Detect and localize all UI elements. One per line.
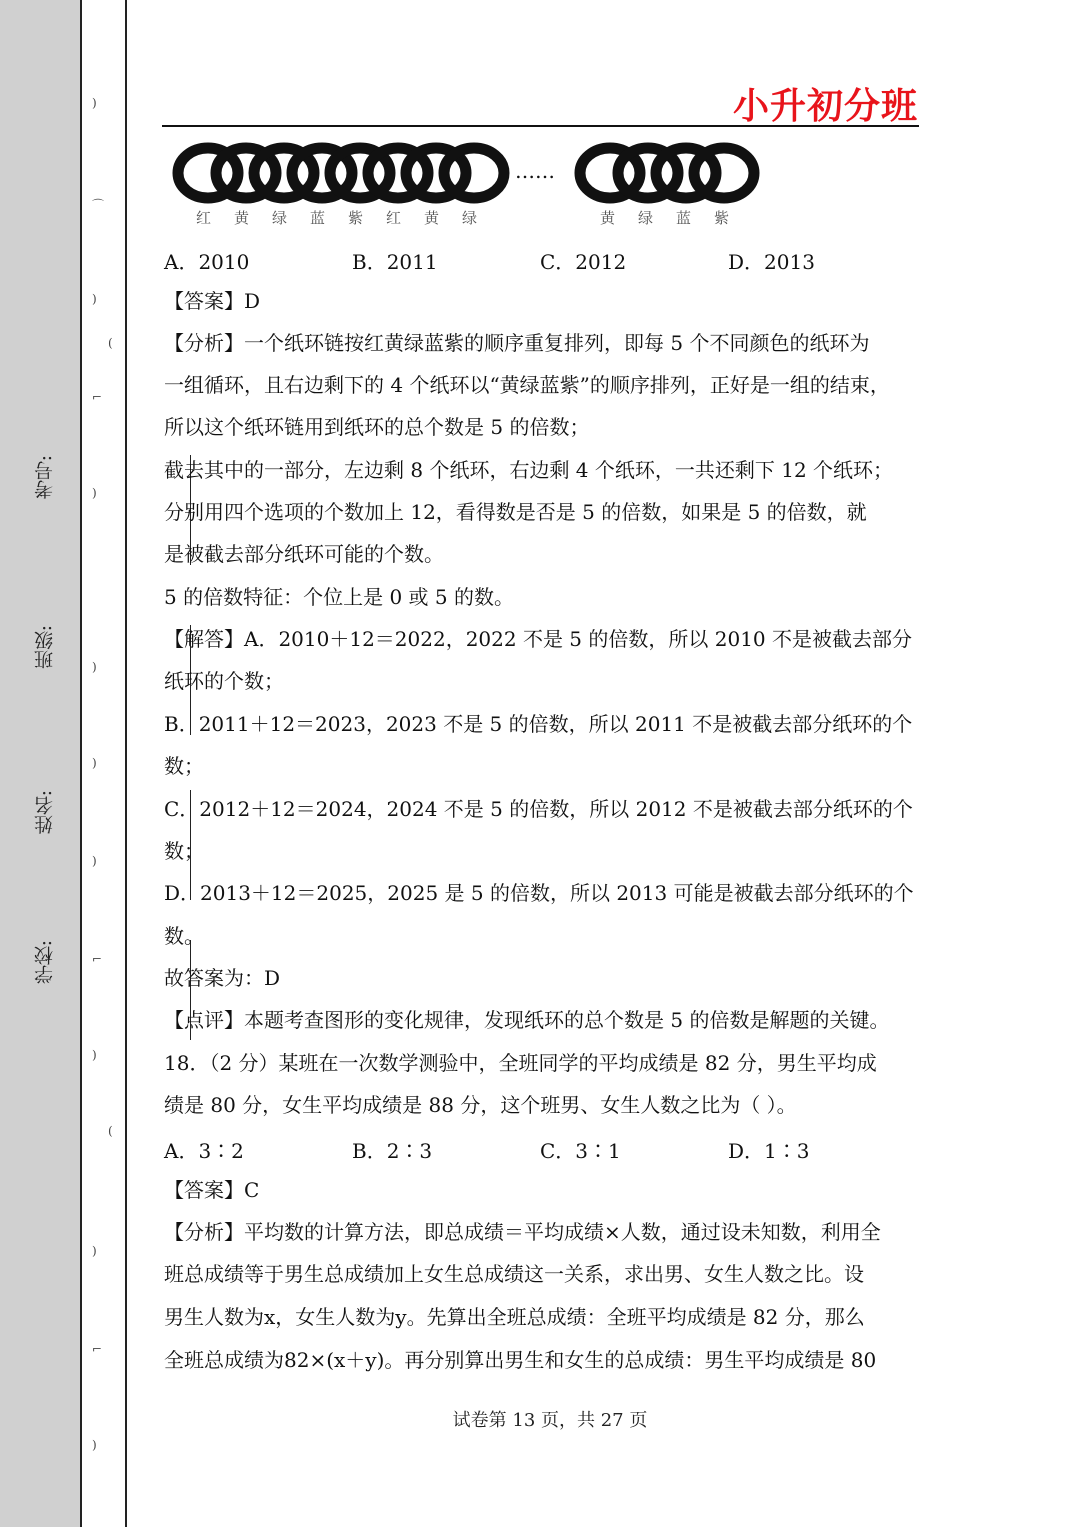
option-b: B．2011	[352, 250, 438, 274]
text-line: 纸环的个数；	[164, 669, 284, 693]
exam-number-label: 考号:	[33, 455, 56, 500]
header-title: 小升初分班	[732, 86, 918, 127]
ring-ellipsis: ……	[515, 159, 555, 183]
paper-ring-chain-figure	[170, 140, 780, 240]
question-18-cont: 绩是 80 分，女生平均成绩是 88 分，这个班男、女生人数之比为（ ）。	[164, 1093, 797, 1117]
text-line: 【解答】A．2010＋12＝2022，2022 不是 5 的倍数，所以 2010 不是被截去部分	[164, 627, 912, 651]
class-label: 班级:	[33, 625, 56, 670]
text-line: 一组循环，且右边剩下的 4 个纸环以“黄绿蓝紫”的顺序排列，正好是一组的结束，	[164, 373, 890, 397]
ring-label: 蓝	[676, 209, 692, 227]
option-d: D．1∶3	[728, 1139, 810, 1163]
class-field	[26, 625, 62, 669]
school-label: 学校:	[33, 940, 56, 985]
binding-mark: ⌐	[92, 1342, 103, 1356]
school-field	[26, 940, 62, 984]
ring-label: 紫	[348, 209, 364, 227]
exam-number-field	[26, 455, 62, 499]
binding-strip	[0, 0, 80, 1527]
ring-label: 黄	[600, 209, 616, 227]
option-a: A．2010	[164, 250, 250, 274]
text-line: 全班总成绩为82×(x＋y)。再分别算出男生和女生的总成绩：男生平均成绩是 80	[164, 1348, 877, 1372]
text-line: 数；	[164, 754, 204, 778]
ring	[444, 148, 504, 198]
binding-mark: )	[92, 854, 97, 868]
text-line: 5 的倍数特征：个位上是 0 或 5 的数。	[164, 585, 514, 609]
question-18: 18．（2 分）某班在一次数学测验中，全班同学的平均成绩是 82 分，男生平均成	[164, 1051, 877, 1075]
text-line: 故答案为：D	[164, 966, 281, 990]
binding-mark: )	[92, 486, 97, 500]
binding-mark: (	[108, 336, 113, 350]
text-line: 【分析】一个纸环链按红黄绿蓝紫的顺序重复排列，即每 5 个不同颜色的纸环为	[164, 331, 870, 355]
text-line: D．2013＋12＝2025，2025 是 5 的倍数，所以 2013 可能是被截去部分纸环的个	[164, 881, 914, 905]
option-a: A．3∶2	[164, 1139, 244, 1163]
ring-label: 红	[386, 209, 402, 227]
answer-line: 【答案】C	[164, 1178, 260, 1202]
ring	[694, 148, 754, 198]
binding-mark: ⌐	[92, 390, 103, 404]
text-line: 班总成绩等于男生总成绩加上女生总成绩这一关系，求出男、女生人数之比。设	[164, 1262, 864, 1286]
name-field	[26, 790, 62, 834]
ring-label: 黄	[424, 209, 440, 227]
text-line: 男生人数为x，女生人数为y。先算出全班总成绩：全班平均成绩是 82 分，那么	[164, 1305, 865, 1329]
binding-mark: )	[92, 1048, 97, 1062]
binding-mark: ⌐	[92, 952, 103, 966]
name-label: 姓名:	[33, 790, 56, 835]
text-line: 【点评】本题考查图形的变化规律，发现纸环的总个数是 5 的倍数是解题的关键。	[164, 1008, 890, 1032]
ring-label: 紫	[714, 209, 730, 227]
text-line: 分别用四个选项的个数加上 12，看得数是否是 5 的倍数，如果是 5 的倍数，就	[164, 500, 867, 524]
text-line: 截去其中的一部分，左边剩 8 个纸环，右边剩 4 个纸环，一共还剩下 12 个纸环；	[164, 458, 894, 482]
ring-label: 红	[196, 209, 212, 227]
ring-label: 绿	[462, 209, 478, 227]
answer-line: 【答案】D	[164, 289, 261, 313]
binding-mark: )	[92, 756, 97, 770]
option-d: D．2013	[728, 250, 815, 274]
text-line: 数。	[164, 924, 204, 948]
header-rule	[162, 125, 919, 127]
text-line: B．2011＋12＝2023，2023 不是 5 的倍数，所以 2011 不是被截去部分纸环的个	[164, 712, 913, 736]
page-footer: 试卷第 13 页，共 27 页	[452, 1410, 648, 1431]
ring-label: 蓝	[310, 209, 326, 227]
binding-mark: ⌒	[92, 198, 105, 212]
binding-mark: )	[92, 1438, 97, 1452]
option-c: C．2012	[540, 250, 627, 274]
option-c: C．3∶1	[540, 1139, 621, 1163]
binding-mark: )	[92, 1244, 97, 1258]
binding-mark: )	[92, 660, 97, 674]
binding-margin	[80, 0, 127, 1527]
text-line: 数；	[164, 839, 204, 863]
ring-label: 绿	[638, 209, 654, 227]
text-line: 是被截去部分纸环可能的个数。	[164, 542, 444, 566]
text-line: 所以这个纸环链用到纸环的总个数是 5 的倍数；	[164, 415, 590, 439]
text-line: C．2012＋12＝2024，2024 不是 5 的倍数，所以 2012 不是被截去部分纸环的个	[164, 797, 913, 821]
binding-mark: (	[108, 1124, 113, 1138]
binding-mark: )	[92, 96, 97, 110]
binding-mark: )	[92, 292, 97, 306]
ring-label: 黄	[234, 209, 250, 227]
ring-label: 绿	[272, 209, 288, 227]
option-b: B．2∶3	[352, 1139, 433, 1163]
text-line: 【分析】平均数的计算方法，即总成绩＝平均成绩×人数，通过设未知数，利用全	[164, 1220, 881, 1244]
